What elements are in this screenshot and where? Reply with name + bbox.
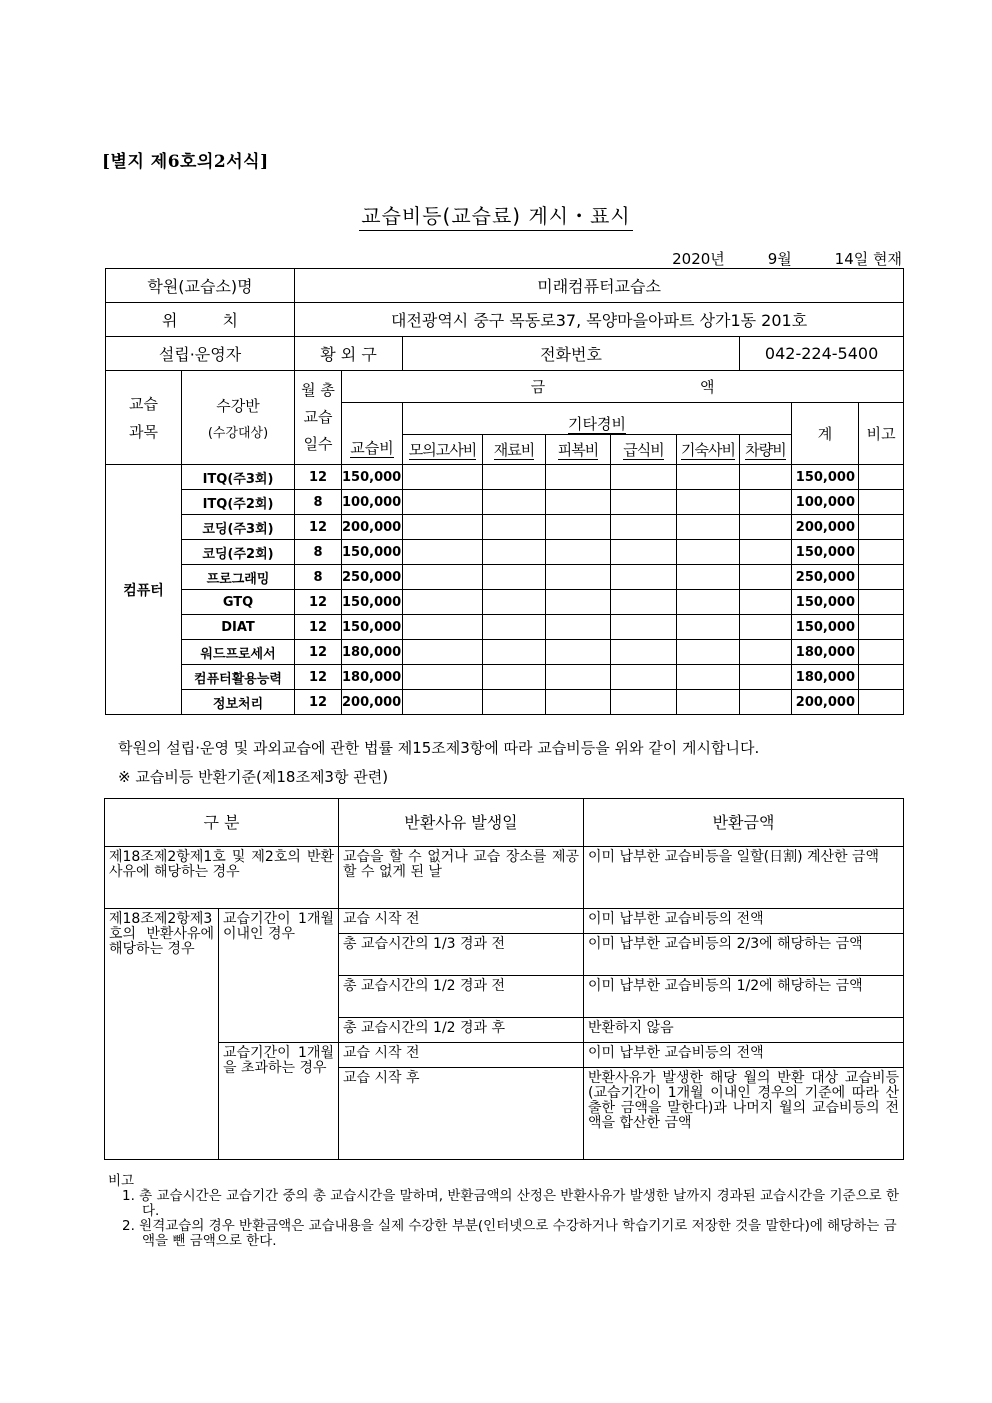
header-vehicle xyxy=(740,435,792,465)
w2-date: 총 교습시간의 1/3 경과 전 xyxy=(339,934,584,976)
header-uniform xyxy=(546,435,611,465)
class-cell: DIAT xyxy=(182,615,295,640)
total-cell: 150,000 xyxy=(792,540,859,565)
o1-amount: 이미 납부한 교습비등의 전액 xyxy=(584,1043,904,1068)
days-cell: 8 xyxy=(295,565,342,590)
within-month-label: 교습기간이 1개월 이내인 경우 xyxy=(219,909,339,1043)
remarks xyxy=(108,1174,908,1249)
over-month-label: 교습기간이 1개월을 초과하는 경우 xyxy=(219,1043,339,1160)
total-cell: 200,000 xyxy=(792,515,859,540)
header-tuition xyxy=(342,403,403,465)
refund-title: ※ 교습비등 반환기준(제18조제3항 관련) xyxy=(118,768,389,786)
header-other-text: 기타경비 xyxy=(568,415,626,433)
class-cell: ITQ(주2회) xyxy=(182,490,295,515)
tuition-cell: 150,000 xyxy=(342,465,403,490)
tuition-cell: 200,000 xyxy=(342,515,403,540)
phone-value: 042-224-5400 xyxy=(740,337,904,371)
tuition-cell: 200,000 xyxy=(342,690,403,715)
days-cell: 12 xyxy=(295,640,342,665)
total-cell: 180,000 xyxy=(792,665,859,690)
w3-date: 총 교습시간의 1/2 경과 전 xyxy=(339,976,584,1018)
days-cell: 8 xyxy=(295,490,342,515)
class-cell: 컴퓨터활용능력 xyxy=(182,665,295,690)
academy-label: 학원(교습소)명 xyxy=(106,269,295,303)
days-cell: 12 xyxy=(295,590,342,615)
academy-value: 미래컴퓨터교습소 xyxy=(295,269,904,303)
date-month: 9월 xyxy=(767,250,792,268)
header-mock xyxy=(403,435,483,465)
refund-header-amount: 반환금액 xyxy=(584,799,904,847)
header-amount: 금 액 xyxy=(342,371,904,403)
fee-row xyxy=(106,465,904,490)
header-mock-text: 모의고사비 xyxy=(408,441,477,459)
class-cell: 코딩(주3회) xyxy=(182,515,295,540)
o1-date: 교습 시작 전 xyxy=(339,1043,584,1068)
o2-date: 교습 시작 후 xyxy=(339,1068,584,1160)
refund-row xyxy=(105,909,904,934)
header-tuition-text: 교습비 xyxy=(350,439,394,457)
header-subject: 교습 과목 xyxy=(106,371,182,465)
fee-row xyxy=(106,690,904,715)
form-label: [별지 제6호의2서식] xyxy=(102,152,269,172)
phone-label: 전화번호 xyxy=(403,337,740,371)
document-title xyxy=(0,200,992,229)
remark-item: 2. 원격교습의 경우 반환금액은 교습내용을 실제 수강한 부분(인터넷으로 수강하거나 학습기기로 저장한 것을 말한다)에 해당하는 금액을 뺀 금액으로 한다. xyxy=(122,1218,897,1249)
case2-label: 제18조제2항제3호의 반환사유에 해당하는 경우 xyxy=(105,909,219,1160)
fee-row xyxy=(106,490,904,515)
o2-amount: 반환사유가 발생한 해당 월의 반환 대상 교습비등(교습기간이 1개월 이내인 경우의 기준에 따라 산출한 금액을 말한다)과 나머지 월의 교습비등의 전액을 합산한 금액 xyxy=(584,1068,904,1160)
total-cell: 180,000 xyxy=(792,640,859,665)
subject-cell: 컴퓨터 xyxy=(106,465,182,715)
class-cell: 코딩(주2회) xyxy=(182,540,295,565)
w4-date: 총 교습시간의 1/2 경과 후 xyxy=(339,1018,584,1043)
fee-row xyxy=(106,540,904,565)
total-cell: 200,000 xyxy=(792,690,859,715)
tuition-cell: 100,000 xyxy=(342,490,403,515)
days-cell: 8 xyxy=(295,540,342,565)
location-label: 위 치 xyxy=(106,303,295,337)
date-line xyxy=(672,248,902,269)
location-value: 대전광역시 중구 목동로37, 목양마을아파트 상가1동 201호 xyxy=(295,303,904,337)
refund-header-date: 반환사유 발생일 xyxy=(339,799,584,847)
header-material-text: 재료비 xyxy=(493,441,535,459)
tuition-cell: 250,000 xyxy=(342,565,403,590)
w1-date: 교습 시작 전 xyxy=(339,909,584,934)
header-meal xyxy=(611,435,677,465)
refund-header-category: 구 분 xyxy=(105,799,339,847)
w1-amount: 이미 납부한 교습비등의 전액 xyxy=(584,909,904,934)
header-days: 월 총 교습 일수 xyxy=(295,371,342,465)
refund-row xyxy=(105,1043,904,1068)
fee-row xyxy=(106,590,904,615)
fee-row xyxy=(106,615,904,640)
case1-amount: 이미 납부한 교습비등을 일할(日割) 계산한 금액 xyxy=(584,847,904,909)
remarks-label: 비고 xyxy=(108,1173,135,1189)
days-cell: 12 xyxy=(295,615,342,640)
header-class xyxy=(182,371,295,465)
class-cell: ITQ(주3회) xyxy=(182,465,295,490)
document-title-text: 교습비등(교습료) 게시・표시 xyxy=(359,204,632,231)
header-class-label: 수강반 xyxy=(216,396,260,415)
total-cell: 100,000 xyxy=(792,490,859,515)
case1-label: 제18조제2항제1호 및 제2호의 반환사유에 해당하는 경우 xyxy=(105,847,339,909)
operator-value: 황 외 구 xyxy=(295,337,403,371)
date-year: 2020년 xyxy=(672,250,725,268)
total-cell: 150,000 xyxy=(792,615,859,640)
refund-header-row xyxy=(105,799,904,847)
total-cell: 150,000 xyxy=(792,465,859,490)
w4-amount: 반환하지 않음 xyxy=(584,1018,904,1043)
fee-table xyxy=(105,268,904,715)
total-cell: 150,000 xyxy=(792,590,859,615)
fee-header-row-1 xyxy=(106,371,904,403)
days-cell: 12 xyxy=(295,665,342,690)
class-cell: 워드프로세서 xyxy=(182,640,295,665)
fee-row xyxy=(106,515,904,540)
location-row xyxy=(106,303,904,337)
header-dorm xyxy=(677,435,740,465)
header-uniform-text: 피복비 xyxy=(557,441,599,459)
tuition-cell: 150,000 xyxy=(342,540,403,565)
header-total: 계 xyxy=(792,403,859,465)
tuition-cell: 150,000 xyxy=(342,590,403,615)
w2-amount: 이미 납부한 교습비등의 2/3에 해당하는 금액 xyxy=(584,934,904,976)
case1-date: 교습을 할 수 없거나 교습 장소를 제공할 수 없게 된 날 xyxy=(339,847,584,909)
class-cell: 정보처리 xyxy=(182,690,295,715)
header-material xyxy=(483,435,546,465)
fee-row xyxy=(106,640,904,665)
academy-row xyxy=(106,269,904,303)
tuition-cell: 180,000 xyxy=(342,665,403,690)
w3-amount: 이미 납부한 교습비등의 1/2에 해당하는 금액 xyxy=(584,976,904,1018)
days-cell: 12 xyxy=(295,690,342,715)
header-dorm-text: 기숙사비 xyxy=(681,441,735,459)
date-day: 14일 현재 xyxy=(834,250,902,268)
tuition-cell: 150,000 xyxy=(342,615,403,640)
class-cell: GTQ xyxy=(182,590,295,615)
operator-row xyxy=(106,337,904,371)
total-cell: 250,000 xyxy=(792,565,859,590)
fee-row xyxy=(106,565,904,590)
header-other xyxy=(403,403,792,435)
operator-label: 설립·운영자 xyxy=(106,337,295,371)
class-cell: 프로그래밍 xyxy=(182,565,295,590)
notice-text: 학원의 설립·운영 및 과외교습에 관한 법률 제15조제3항에 따라 교습비등을 위와 같이 게시합니다. xyxy=(118,739,760,757)
header-class-sub: (수강대상) xyxy=(207,425,269,441)
refund-row xyxy=(105,847,904,909)
days-cell: 12 xyxy=(295,515,342,540)
refund-table xyxy=(104,798,904,1160)
tuition-cell: 180,000 xyxy=(342,640,403,665)
header-meal-text: 급식비 xyxy=(623,441,664,459)
fee-row xyxy=(106,665,904,690)
days-cell: 12 xyxy=(295,465,342,490)
remark-item: 1. 총 교습시간은 교습기간 중의 총 교습시간을 말하며, 반환금액의 산정은 반환사유가 발생한 날까지 경과된 교습시간을 기준으로 한다. xyxy=(122,1188,900,1219)
header-note: 비고 xyxy=(859,403,904,465)
header-vehicle-text: 차량비 xyxy=(745,441,786,459)
